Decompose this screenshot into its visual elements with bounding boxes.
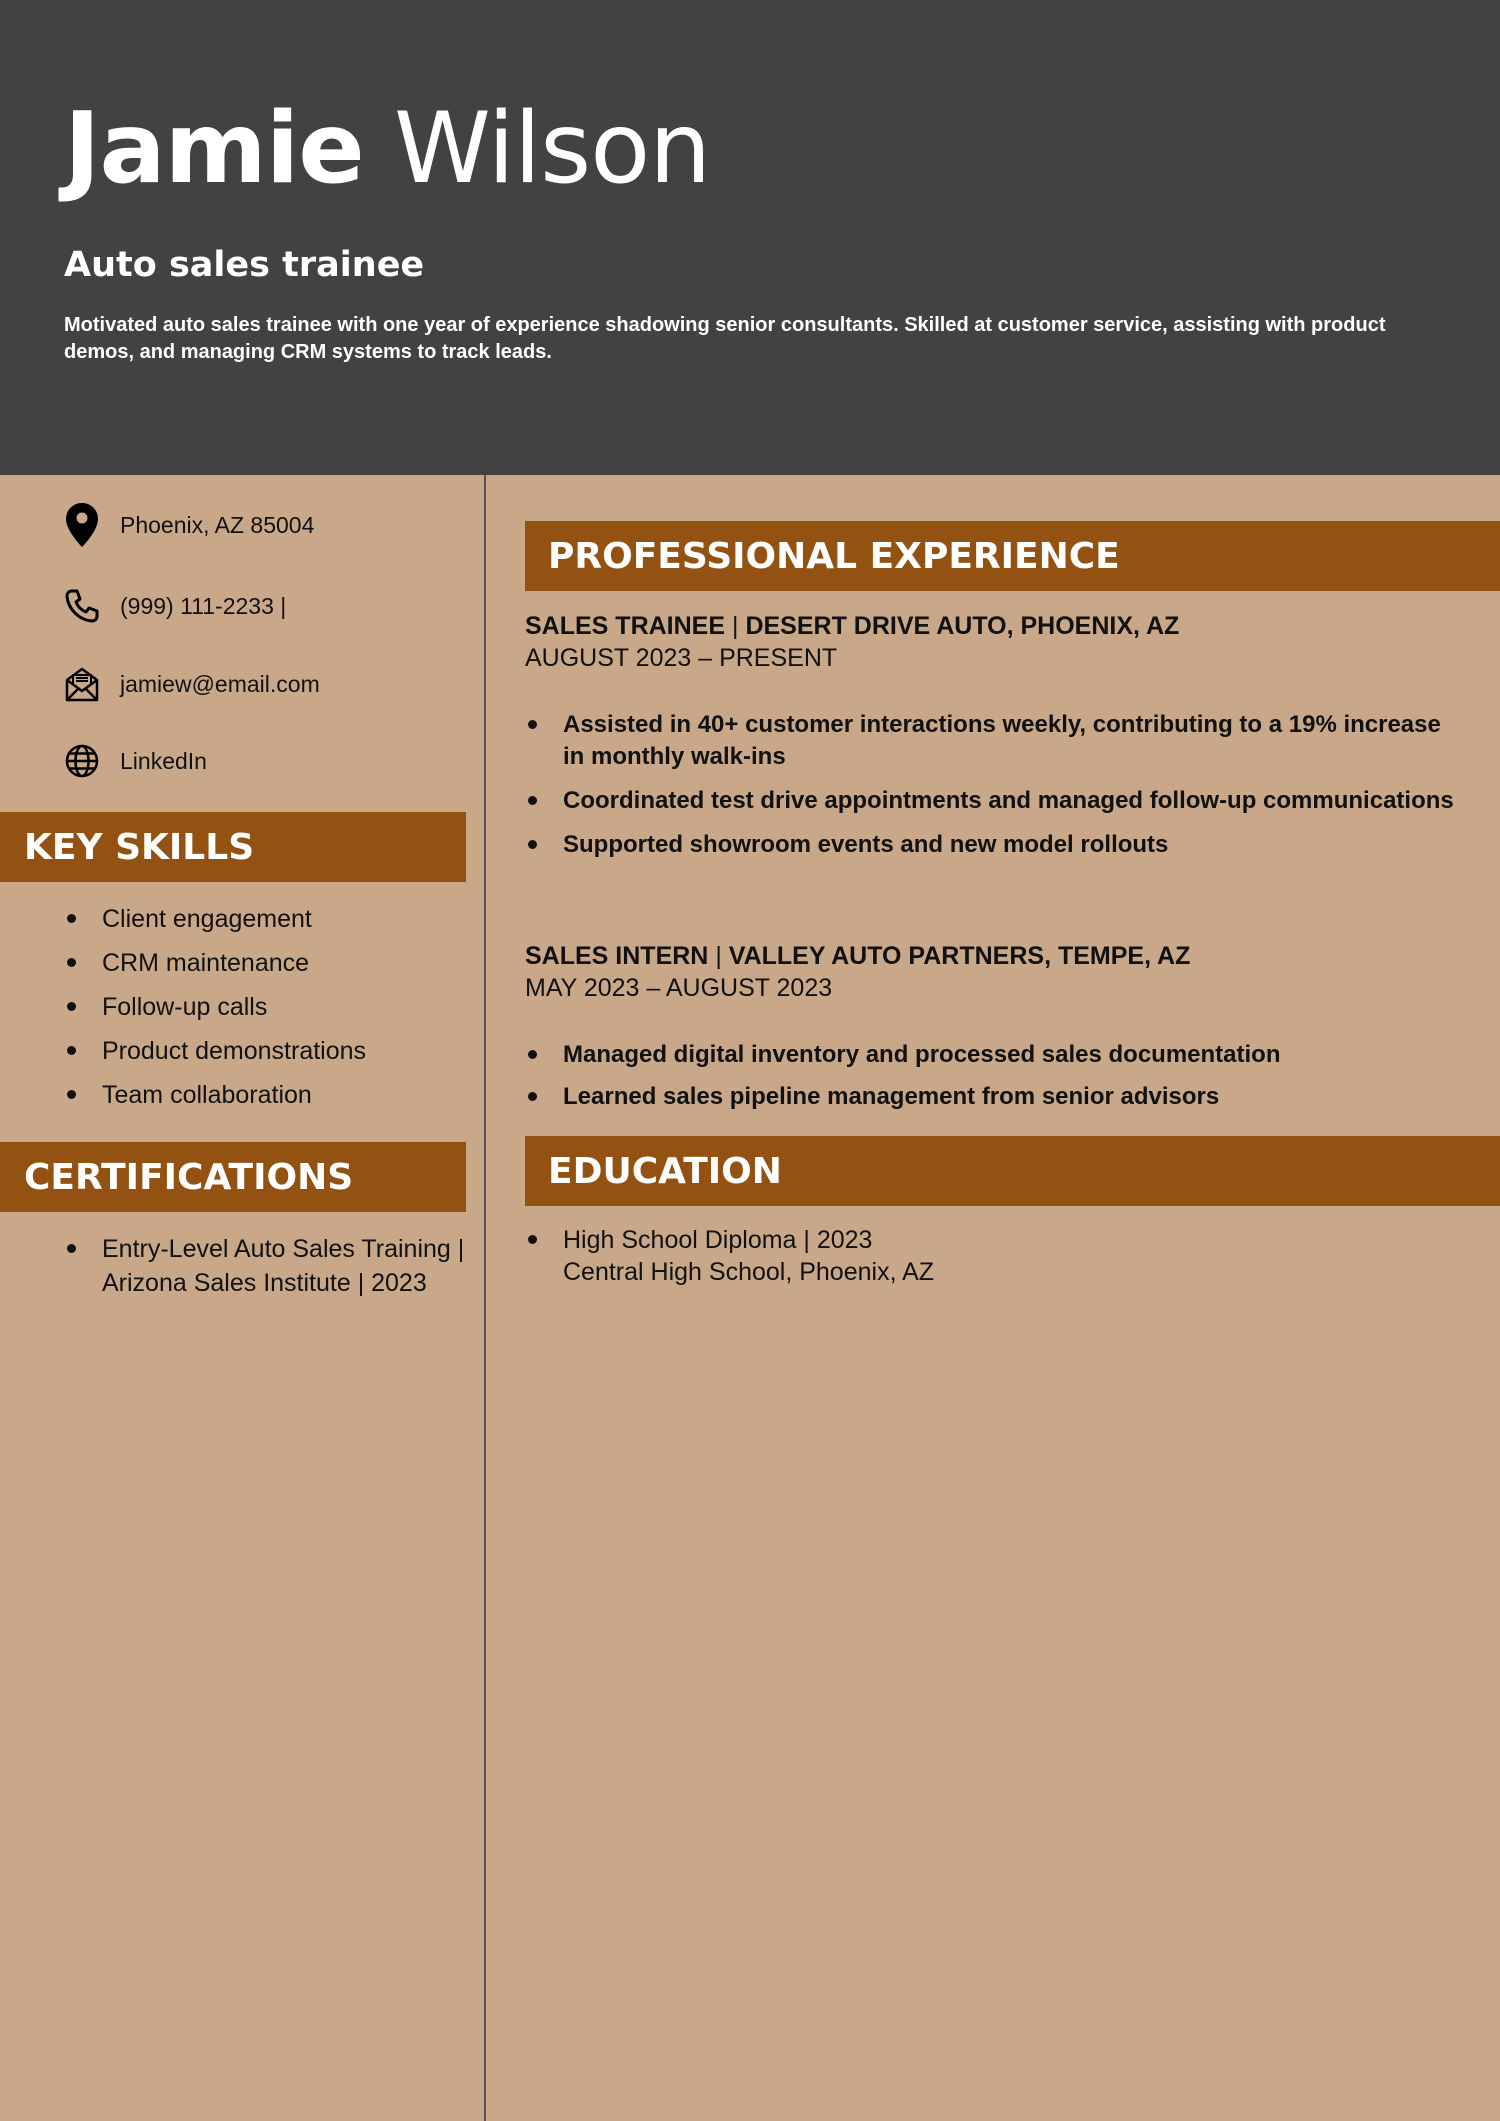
job-2-dates: MAY 2023 – AUGUST 2023 xyxy=(525,974,833,1002)
job-title: Auto sales trainee xyxy=(64,245,425,285)
job-bullet: Coordinated test drive appointments and managed follow-up communications xyxy=(525,785,1463,817)
school: Central High School, Phoenix, AZ xyxy=(563,1258,935,1286)
map-pin-icon xyxy=(64,505,100,545)
certifications-heading-text: CERTIFICATIONS xyxy=(24,1156,354,1198)
job-1-bullets xyxy=(525,709,1463,861)
job-1-company: DESERT DRIVE AUTO, PHOENIX, AZ xyxy=(745,612,1180,640)
globe-icon xyxy=(64,741,100,781)
contact-linkedin xyxy=(64,741,207,781)
experience-heading xyxy=(525,521,1500,591)
education-heading-text: EDUCATION xyxy=(548,1150,782,1192)
education-list xyxy=(525,1224,1463,1288)
job-1-dates: AUGUST 2023 – PRESENT xyxy=(525,644,838,672)
job-bullet: Assisted in 40+ customer interactions weekly, contributing to a 19% increase in monthly walk-ins xyxy=(525,709,1463,773)
contact-phone xyxy=(64,586,286,626)
job-2-bullets xyxy=(525,1039,1463,1113)
contact-email xyxy=(64,664,320,704)
separator: | xyxy=(715,942,729,970)
envelope-icon xyxy=(64,664,100,704)
education-item xyxy=(525,1224,1463,1288)
experience-heading-text: PROFESSIONAL EXPERIENCE xyxy=(548,535,1120,577)
job-2-header xyxy=(525,942,1190,971)
phone-text: (999) 111-2233 | xyxy=(120,592,287,619)
job-1-role: SALES TRAINEE xyxy=(525,612,726,640)
job-2-role: SALES INTERN xyxy=(525,942,709,970)
education-heading xyxy=(525,1136,1500,1206)
job-1-header xyxy=(525,612,1179,641)
skill-item: Product demonstrations xyxy=(64,1035,366,1079)
job-2-company: VALLEY AUTO PARTNERS, TEMPE, AZ xyxy=(728,942,1191,970)
first-name: Jamie xyxy=(64,92,364,206)
email-link[interactable]: jamiew@email.com xyxy=(120,670,320,697)
candidate-name xyxy=(64,92,711,206)
linkedin-link[interactable]: LinkedIn xyxy=(120,747,207,774)
contact-location xyxy=(64,505,314,545)
key-skills-heading xyxy=(0,812,466,882)
separator: | xyxy=(731,612,739,640)
resume-header xyxy=(0,0,1500,475)
key-skills-heading-text: KEY SKILLS xyxy=(24,826,255,868)
skill-item: CRM maintenance xyxy=(64,947,366,991)
job-bullet: Managed digital inventory and processed sales documentation xyxy=(525,1039,1463,1071)
certifications-heading xyxy=(0,1142,466,1212)
summary: Motivated auto sales trainee with one year of experience shadowing senior consultants. Skilled at customer service, assisting with product demos, and managing CRM systems to track leads. xyxy=(64,314,1386,363)
skill-item: Follow-up calls xyxy=(64,991,366,1035)
last-name: Wilson xyxy=(393,92,711,206)
phone-icon xyxy=(64,586,100,626)
certification-item: Entry-Level Auto Sales Training | Arizona Sales Institute | 2023 xyxy=(64,1232,522,1300)
job-bullet: Learned sales pipeline management from senior advisors xyxy=(525,1081,1463,1113)
degree: High School Diploma | 2023 xyxy=(563,1226,873,1254)
job-bullet: Supported showroom events and new model rollouts xyxy=(525,829,1463,861)
certifications-list xyxy=(64,1232,522,1300)
skill-item: Client engagement xyxy=(64,903,366,947)
location-text: Phoenix, AZ 85004 xyxy=(120,511,315,538)
skill-item: Team collaboration xyxy=(64,1079,366,1123)
skills-list xyxy=(64,903,366,1123)
